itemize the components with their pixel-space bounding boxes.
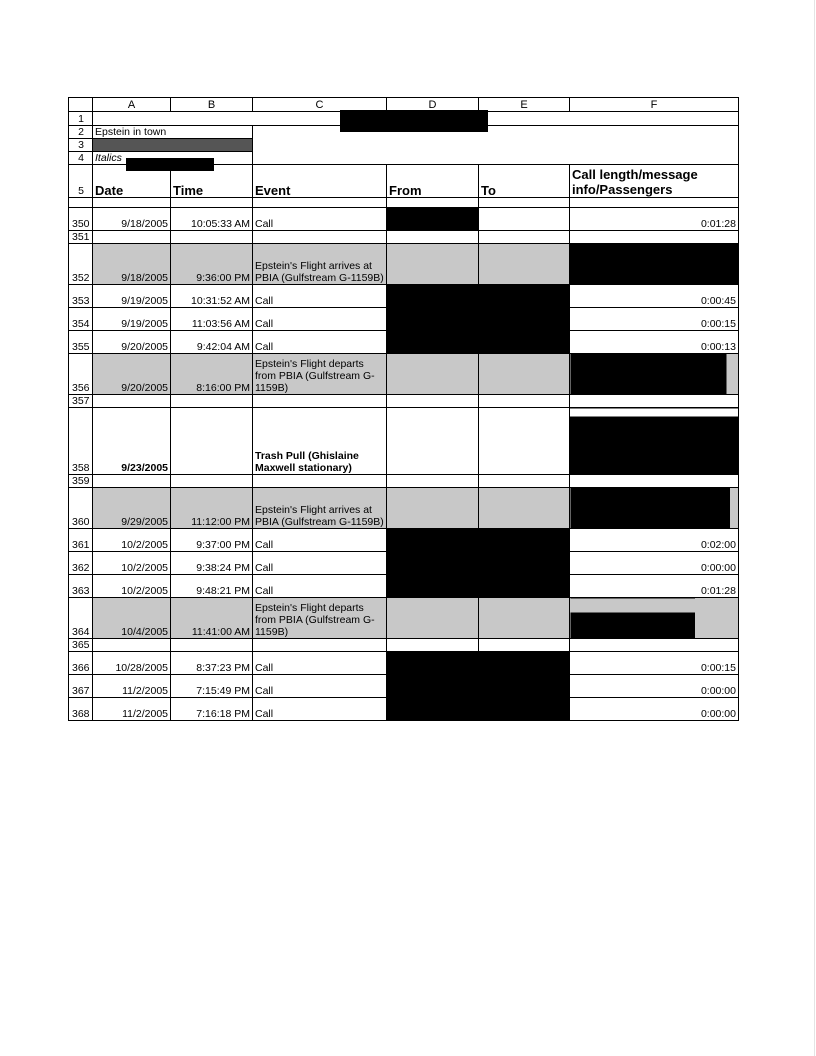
- redaction-title: [340, 110, 488, 132]
- event-cell: Call: [253, 575, 387, 598]
- event-cell: Call: [253, 285, 387, 308]
- time-cell: 9:48:21 PM: [171, 575, 253, 598]
- legend-in-town: Epstein in town: [93, 126, 253, 139]
- column-header-d: D: [387, 98, 479, 112]
- date-cell: 10/2/2005: [93, 552, 171, 575]
- corner-cell: [69, 98, 93, 112]
- redacted-from: [387, 652, 479, 675]
- event-cell: Epstein's Flight arrives at PBIA (Gulfstream G-1159B): [253, 488, 387, 529]
- to-cell: [479, 208, 570, 231]
- redacted-to: [479, 529, 570, 552]
- header-call-length: Call length/message info/Passengers: [570, 165, 739, 198]
- redacted-from: [387, 331, 479, 354]
- row-number: 353: [69, 285, 93, 308]
- date-cell: 9/19/2005: [93, 285, 171, 308]
- header-event: Event: [253, 165, 387, 198]
- to-cell: [479, 244, 570, 285]
- date-cell: 10/28/2005: [93, 652, 171, 675]
- table-row: [69, 698, 739, 721]
- from-cell: [387, 244, 479, 285]
- redacted-from: [387, 698, 479, 721]
- table-row: [69, 395, 739, 408]
- table-row: [69, 331, 739, 354]
- date-cell: 11/2/2005: [93, 698, 171, 721]
- legend-redacted-shaded: [93, 139, 253, 152]
- table-row: [69, 529, 739, 552]
- date-cell: 9/19/2005: [93, 308, 171, 331]
- redacted-passengers: [570, 488, 739, 529]
- redacted-from: [387, 552, 479, 575]
- row-number: 2: [69, 126, 93, 139]
- to-cell: [479, 408, 570, 475]
- redacted-from: [387, 308, 479, 331]
- row-number: 366: [69, 652, 93, 675]
- time-cell: 10:31:52 AM: [171, 285, 253, 308]
- redacted-to: [479, 308, 570, 331]
- event-cell: Call: [253, 331, 387, 354]
- length-cell: 0:00:00: [570, 552, 739, 575]
- from-cell: [387, 354, 479, 395]
- table-row: [69, 285, 739, 308]
- row-number: 1: [69, 112, 93, 126]
- column-header-b: B: [171, 98, 253, 112]
- scan-edge-line: [814, 0, 815, 1056]
- time-cell: 8:16:00 PM: [171, 354, 253, 395]
- redacted-to: [479, 698, 570, 721]
- event-cell: Epstein's Flight arrives at PBIA (Gulfstream G-1159B): [253, 244, 387, 285]
- row-number: 362: [69, 552, 93, 575]
- table-row: [69, 408, 739, 475]
- time-cell: 9:36:00 PM: [171, 244, 253, 285]
- row-number: 364: [69, 598, 93, 639]
- header-from: From: [387, 165, 479, 198]
- date-cell: 9/20/2005: [93, 354, 171, 395]
- length-cell: 0:00:15: [570, 308, 739, 331]
- date-cell: 9/23/2005: [93, 408, 171, 475]
- table-row: [69, 575, 739, 598]
- redacted-passengers: [570, 598, 739, 639]
- date-cell: 9/18/2005: [93, 208, 171, 231]
- redacted-to: [479, 675, 570, 698]
- column-header-f: F: [570, 98, 739, 112]
- time-cell: 9:42:04 AM: [171, 331, 253, 354]
- row-number: 359: [69, 475, 93, 488]
- column-header-e: E: [479, 98, 570, 112]
- from-cell: [387, 598, 479, 639]
- time-cell: [171, 408, 253, 475]
- length-cell: 0:00:13: [570, 331, 739, 354]
- header-to: To: [479, 165, 570, 198]
- redacted-to: [479, 552, 570, 575]
- redacted-passengers: [570, 408, 739, 475]
- call-log-table: [68, 97, 739, 721]
- from-cell: [387, 488, 479, 529]
- length-cell: 0:00:00: [570, 675, 739, 698]
- to-cell: [479, 354, 570, 395]
- row-number: 356: [69, 354, 93, 395]
- event-cell: Trash Pull (Ghislaine Maxwell stationary): [253, 408, 387, 475]
- row-number: 3: [69, 139, 93, 152]
- event-cell: Call: [253, 308, 387, 331]
- row-number: 360: [69, 488, 93, 529]
- time-cell: 7:15:49 PM: [171, 675, 253, 698]
- column-header-c: C: [253, 98, 387, 112]
- row-number: 354: [69, 308, 93, 331]
- table-row: [69, 231, 739, 244]
- column-header-a: A: [93, 98, 171, 112]
- date-cell: 10/2/2005: [93, 575, 171, 598]
- redacted-from: [387, 675, 479, 698]
- table-row: [69, 354, 739, 395]
- date-cell: 9/29/2005: [93, 488, 171, 529]
- length-cell: 0:00:00: [570, 698, 739, 721]
- redacted-from: [387, 575, 479, 598]
- redacted-from: [387, 208, 479, 231]
- date-cell: 9/18/2005: [93, 244, 171, 285]
- event-cell: Epstein's Flight departs from PBIA (Gulfstream G-1159B): [253, 598, 387, 639]
- time-cell: 11:41:00 AM: [171, 598, 253, 639]
- legend-italics: Italics: [93, 152, 253, 165]
- date-cell: 10/2/2005: [93, 529, 171, 552]
- redacted-to: [479, 331, 570, 354]
- redacted-to: [479, 285, 570, 308]
- header-date: Date: [93, 165, 171, 198]
- row-number: 351: [69, 231, 93, 244]
- event-cell: Call: [253, 675, 387, 698]
- table-row: [69, 675, 739, 698]
- date-cell: 11/2/2005: [93, 675, 171, 698]
- table-row: [69, 208, 739, 231]
- row-number: 355: [69, 331, 93, 354]
- row-number: 365: [69, 639, 93, 652]
- time-cell: 11:12:00 PM: [171, 488, 253, 529]
- table-row: [69, 652, 739, 675]
- row-number: 367: [69, 675, 93, 698]
- row-number: 357: [69, 395, 93, 408]
- date-cell: 9/20/2005: [93, 331, 171, 354]
- time-cell: 8:37:23 PM: [171, 652, 253, 675]
- length-cell: 0:01:28: [570, 575, 739, 598]
- redacted-from: [387, 529, 479, 552]
- table-row: [69, 598, 739, 639]
- length-cell: 0:01:28: [570, 208, 739, 231]
- from-cell: [387, 408, 479, 475]
- table-row: [69, 308, 739, 331]
- row-number: 4: [69, 152, 93, 165]
- table-row: [69, 639, 739, 652]
- event-cell: Epstein's Flight departs from PBIA (Gulfstream G-1159B): [253, 354, 387, 395]
- time-cell: 7:16:18 PM: [171, 698, 253, 721]
- length-cell: 0:00:45: [570, 285, 739, 308]
- table-row: [69, 488, 739, 529]
- to-cell: [479, 598, 570, 639]
- date-cell: 10/4/2005: [93, 598, 171, 639]
- time-cell: 10:05:33 AM: [171, 208, 253, 231]
- row-number: 361: [69, 529, 93, 552]
- event-cell: Call: [253, 529, 387, 552]
- event-cell: Call: [253, 698, 387, 721]
- spacer-row: [69, 198, 739, 208]
- time-cell: 11:03:56 AM: [171, 308, 253, 331]
- row-number: 352: [69, 244, 93, 285]
- redacted-to: [479, 652, 570, 675]
- length-cell: 0:00:15: [570, 652, 739, 675]
- redacted-passengers: [570, 244, 739, 285]
- header-time: Time: [171, 165, 253, 198]
- time-cell: 9:37:00 PM: [171, 529, 253, 552]
- row-number: 350: [69, 208, 93, 231]
- spreadsheet: [68, 97, 738, 721]
- to-cell: [479, 488, 570, 529]
- length-cell: 0:02:00: [570, 529, 739, 552]
- time-cell: 9:38:24 PM: [171, 552, 253, 575]
- event-cell: Call: [253, 552, 387, 575]
- legend-blank: [253, 126, 739, 165]
- table-row: [69, 475, 739, 488]
- redacted-to: [479, 575, 570, 598]
- row-number: 363: [69, 575, 93, 598]
- row-number: 368: [69, 698, 93, 721]
- event-cell: Call: [253, 208, 387, 231]
- redaction-legend-italics: [126, 158, 214, 171]
- redacted-passengers: [570, 354, 739, 395]
- event-cell: Call: [253, 652, 387, 675]
- table-row: [69, 552, 739, 575]
- row-number: 358: [69, 408, 93, 475]
- redacted-from: [387, 285, 479, 308]
- table-row: [69, 244, 739, 285]
- row-number: 5: [69, 165, 93, 198]
